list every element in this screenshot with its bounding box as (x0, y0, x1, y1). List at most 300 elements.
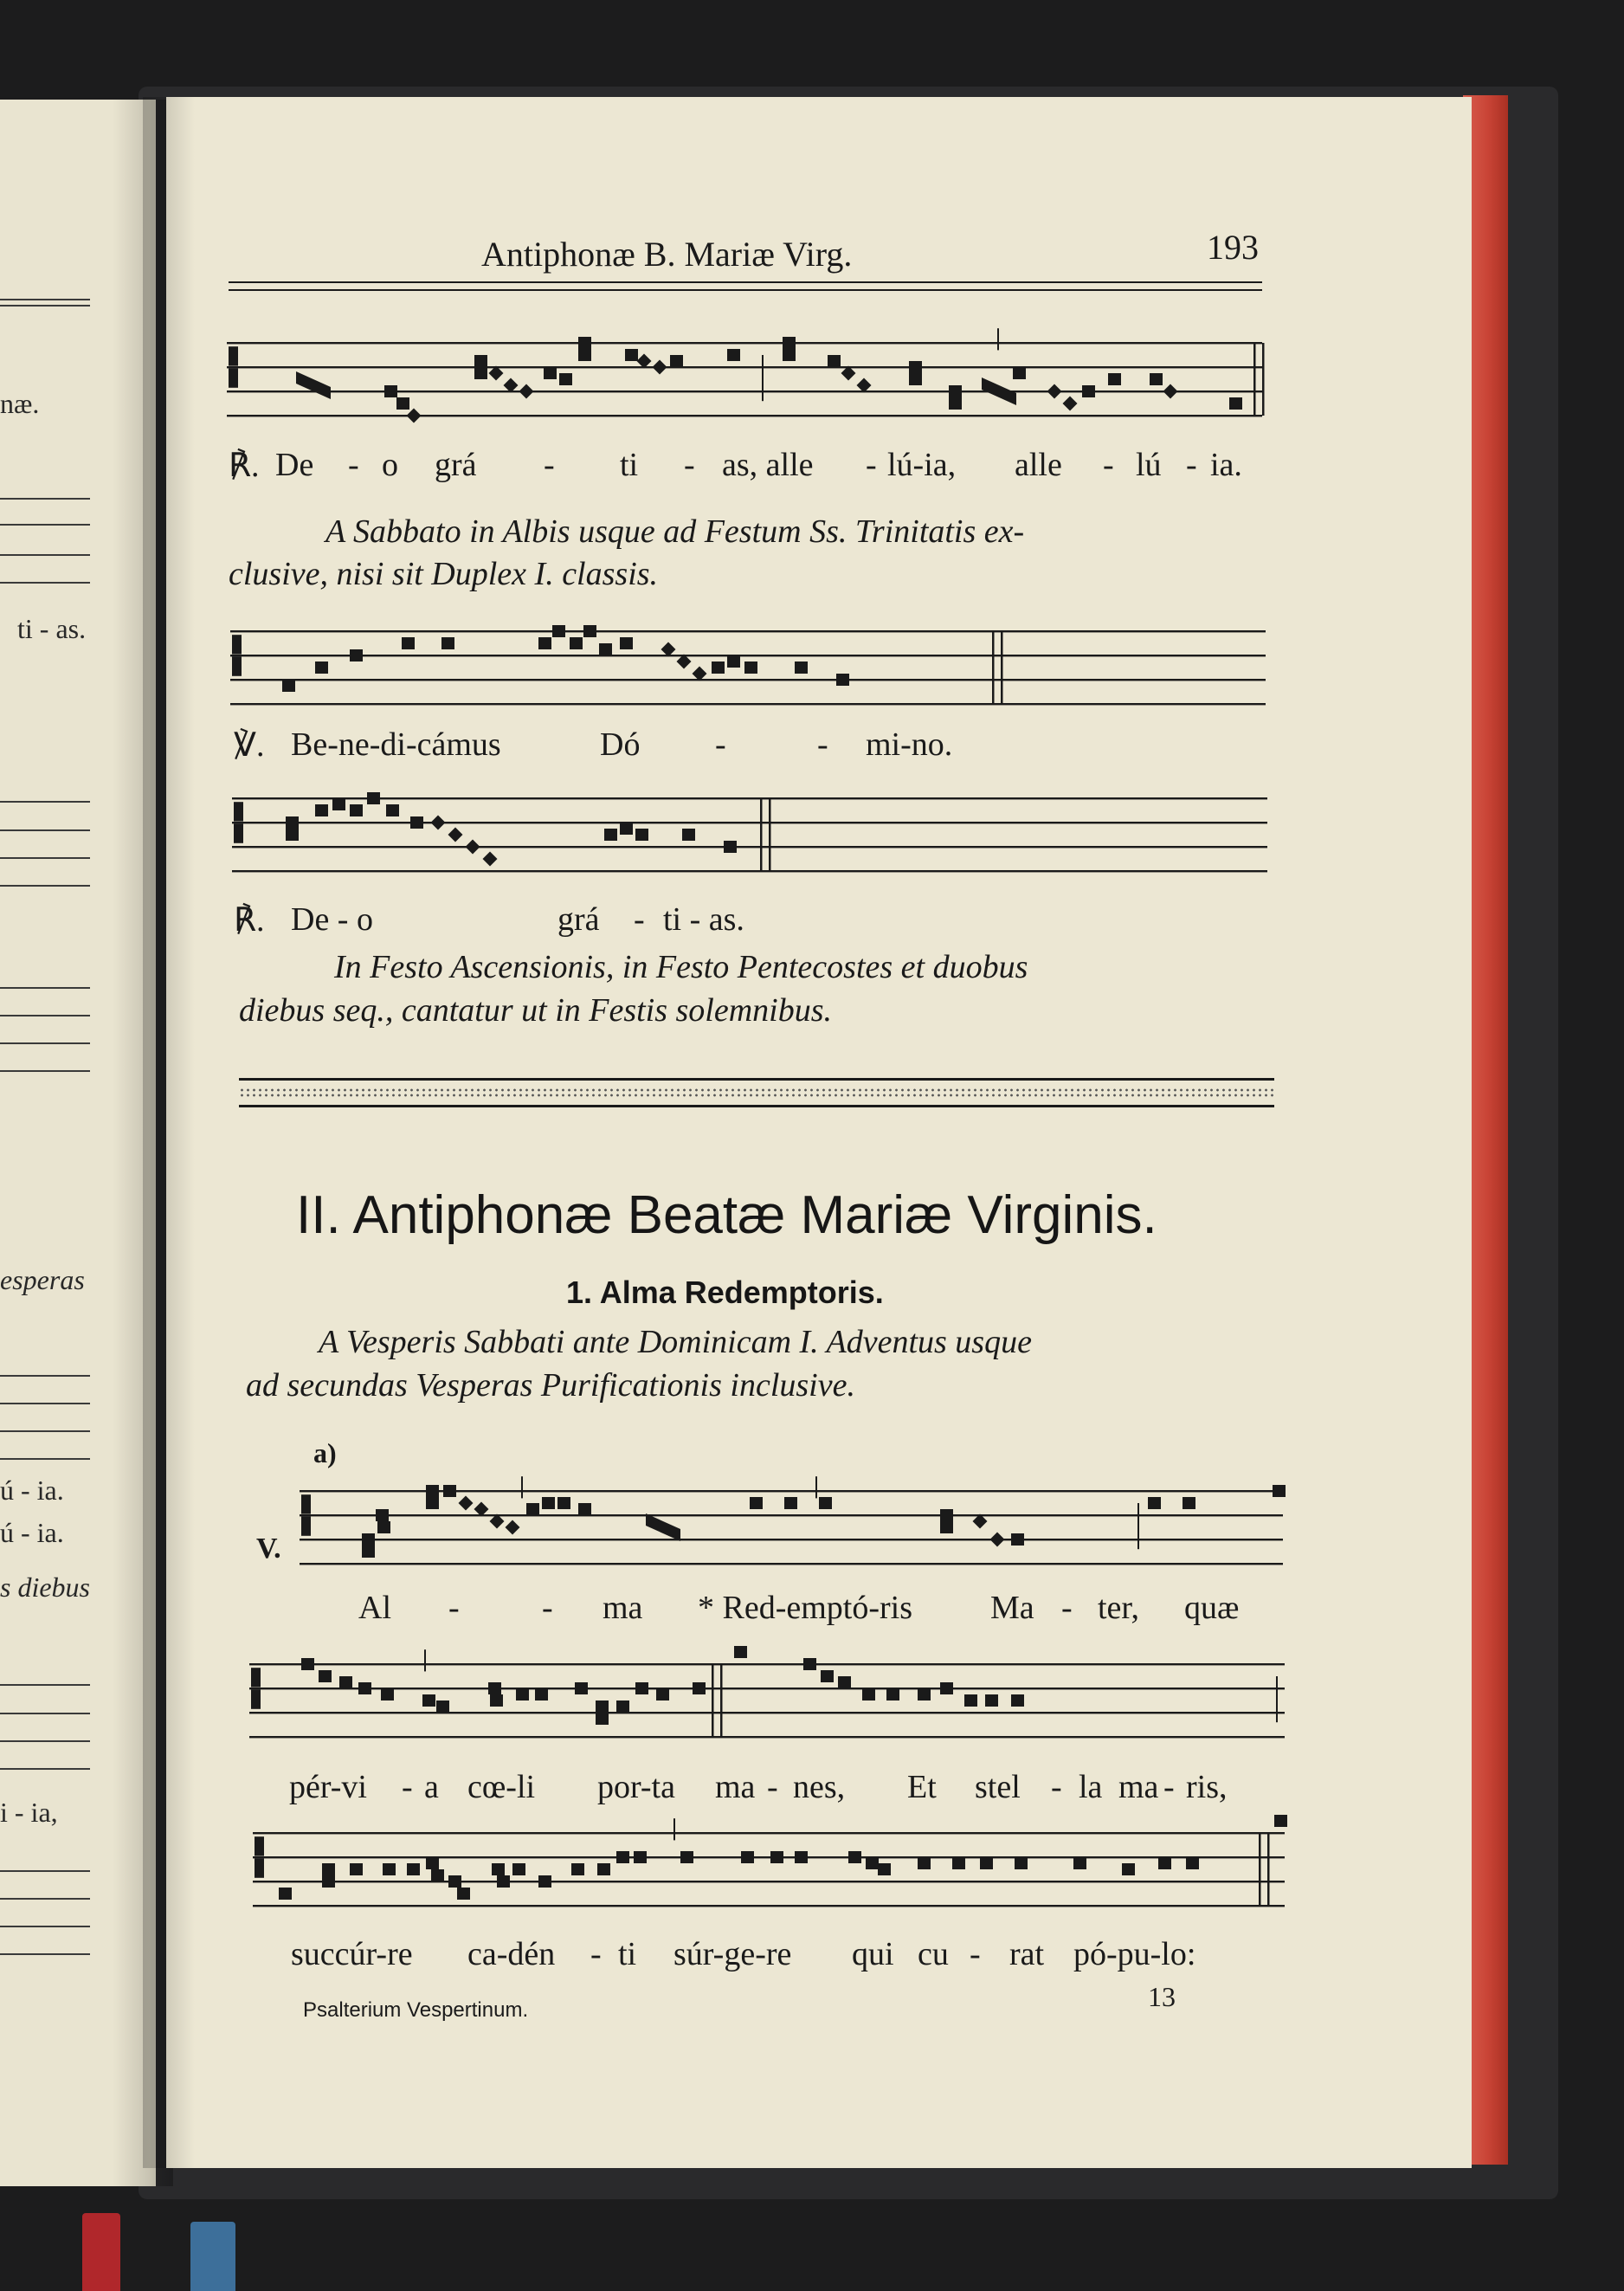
punctum-neume (616, 1701, 629, 1713)
punctum-neume (1122, 1863, 1135, 1875)
staff-line (227, 342, 1262, 344)
staff-line (300, 1563, 1283, 1565)
punctum-neume (431, 1869, 444, 1881)
rhombus-neume (407, 409, 422, 423)
rhombus-neume (1047, 384, 1062, 399)
lyric-syllable: Et (907, 1769, 937, 1805)
punctum-neume (578, 1503, 591, 1515)
punctum-neume (1108, 373, 1121, 385)
section-rubric: ad secundas Vesperas Purificationis inclusive. (246, 1367, 855, 1404)
staff-line (249, 1736, 1285, 1738)
punctum-neume (741, 1851, 754, 1863)
clef (232, 656, 242, 675)
punctum-neume (819, 1497, 832, 1509)
punctum-neume (319, 1670, 332, 1682)
clef (301, 1494, 311, 1513)
left-staff-line (0, 987, 90, 989)
lyric-syllable: - (402, 1769, 413, 1805)
header-rule (229, 281, 1262, 283)
clef (255, 1858, 264, 1877)
punctum-neume (1150, 373, 1163, 385)
punctum-neume (542, 1497, 555, 1509)
double-bar (1259, 1833, 1261, 1906)
punctum-neume (575, 1682, 588, 1694)
punctum-neume (1013, 367, 1026, 379)
initial-voice-label: V. (256, 1533, 281, 1565)
punctum-neume (497, 1875, 510, 1888)
punctum-neume (578, 337, 591, 349)
punctum-neume (599, 643, 612, 655)
punctum-neume (339, 1676, 352, 1688)
rhombus-neume (483, 852, 498, 867)
lyric-syllable: pó-pu-lo: (1073, 1936, 1196, 1972)
punctum-neume (836, 674, 849, 686)
punctum-neume (1011, 1694, 1024, 1707)
punctum-neume (516, 1688, 529, 1701)
lyric-syllable: - (1061, 1590, 1073, 1626)
punctum-neume (559, 373, 572, 385)
punctum-neume (848, 1851, 861, 1863)
punctum-neume (526, 1503, 539, 1515)
left-staff-line (0, 299, 90, 300)
punctum-neume (918, 1688, 931, 1701)
lyric-syllable: Be-ne-di-cámus (291, 726, 501, 763)
lyric-syllable: ia. (1210, 447, 1242, 483)
lyric-syllable: ti (620, 447, 639, 483)
lyric-syllable: pér-vi (289, 1769, 367, 1805)
left-fragment: ú - ia. (0, 1475, 64, 1506)
punctum-neume (492, 1863, 505, 1875)
left-staff-line (0, 1015, 90, 1016)
punctum-neume (367, 792, 380, 804)
ornamental-divider (239, 1078, 1274, 1107)
punctum-neume (616, 1851, 629, 1863)
left-staff-line (0, 829, 90, 831)
punctum-neume (350, 649, 363, 661)
lyric-syllable: * Red-emptó-ris (698, 1590, 913, 1626)
staff-line (227, 390, 1262, 392)
lyric-syllable: lú (1136, 447, 1162, 483)
staff-line (249, 1688, 1285, 1689)
lyric-syllable: qui (852, 1936, 894, 1972)
lyric-syllable: - (866, 447, 877, 483)
punctum-neume (376, 1509, 389, 1521)
response-label: ℟. (234, 902, 265, 939)
punctum-neume (712, 661, 725, 674)
punctum-neume (596, 1701, 609, 1713)
punctum-neume (828, 355, 841, 367)
left-staff-line (0, 1430, 90, 1432)
lyric-syllable: - (1103, 447, 1114, 483)
left-staff-line (0, 1740, 90, 1742)
punctum-neume (1273, 1485, 1286, 1497)
punctum-neume (322, 1875, 335, 1888)
punctum-neume (457, 1888, 470, 1900)
punctum-neume (350, 804, 363, 816)
clef (301, 1516, 311, 1535)
punctum-neume (410, 816, 423, 829)
punctum-neume (1073, 1857, 1086, 1869)
lyric-syllable: ris, (1186, 1769, 1228, 1805)
lyric-syllable: - (590, 1936, 602, 1972)
clef (234, 802, 243, 821)
oblique-neume (646, 1513, 680, 1541)
punctum-neume (750, 1497, 763, 1509)
lyric-syllable: ca-dén (467, 1936, 556, 1972)
staff-line (232, 797, 1267, 799)
double-bar (1253, 343, 1256, 416)
punctum-neume (682, 829, 695, 841)
double-bar (760, 798, 763, 871)
left-fragment: ú - ia. (0, 1517, 64, 1548)
punctum-neume (680, 1851, 693, 1863)
rhombus-neume (857, 378, 872, 393)
punctum-neume (862, 1688, 875, 1701)
staff-line (227, 366, 1262, 368)
double-bar (992, 631, 995, 704)
punctum-neume (358, 1682, 371, 1694)
punctum-neume (952, 1857, 965, 1869)
lyric-syllable: ma (715, 1769, 756, 1805)
punctum-neume (301, 1658, 314, 1670)
staff-line (249, 1712, 1285, 1713)
punctum-neume (426, 1485, 439, 1497)
lyric-syllable: súr-ge-re (673, 1936, 792, 1972)
rhombus-neume (990, 1533, 1005, 1547)
punctum-neume (635, 829, 648, 841)
punctum-neume (724, 841, 737, 853)
lyric-syllable: Al (358, 1590, 391, 1626)
punctum-neume (570, 637, 583, 649)
punctum-neume (557, 1497, 570, 1509)
left-fragment: næ. (0, 388, 40, 419)
punctum-neume (362, 1546, 375, 1558)
staff-line (253, 1832, 1285, 1834)
lyric-syllable: lú-ia, (887, 447, 957, 483)
punctum-neume (795, 1851, 808, 1863)
left-staff-line (0, 857, 90, 859)
left-staff-line (0, 1375, 90, 1377)
punctum-neume (980, 1857, 993, 1869)
lyric-syllable: De - o (291, 901, 373, 938)
left-staff-line (0, 1870, 90, 1872)
chant-staff-alma-1 (300, 1472, 1286, 1584)
left-staff-line (0, 1713, 90, 1714)
punctum-neume (886, 1688, 899, 1701)
lyric-syllable: - (817, 726, 828, 763)
punctum-neume (315, 661, 328, 674)
punctum-neume (583, 625, 596, 637)
lyric-syllable: a (424, 1769, 439, 1805)
punctum-neume (909, 361, 922, 373)
header-rule (229, 289, 1262, 291)
chant-staff-response-1 (227, 332, 1266, 436)
punctum-neume (604, 829, 617, 841)
book-title-footer: Psalterium Vespertinum. (303, 1998, 529, 2022)
punctum-neume (441, 637, 454, 649)
punctum-neume (350, 1863, 363, 1875)
punctum-neume (783, 337, 796, 349)
left-staff-line (0, 554, 90, 556)
lyric-syllable: - (542, 1590, 553, 1626)
left-staff-line (0, 801, 90, 803)
lyric-syllable: ma (603, 1590, 643, 1626)
section-rubric: A Vesperis Sabbati ante Dominicam I. Adventus usque (319, 1324, 1032, 1360)
rhombus-neume (1163, 384, 1178, 399)
chant-staff-versicle (230, 619, 1269, 714)
punctum-neume (985, 1694, 998, 1707)
double-bar (720, 1664, 723, 1737)
rhombus-neume (519, 384, 534, 399)
double-bar (1262, 343, 1265, 416)
punctum-neume (381, 1688, 394, 1701)
page-number: 193 (1207, 228, 1259, 267)
punctum-neume (490, 1694, 503, 1707)
punctum-neume (384, 385, 397, 397)
lyric-syllable: mi-no. (866, 726, 953, 763)
punctum-neume (578, 349, 591, 361)
lyric-syllable: quæ (1184, 1590, 1240, 1626)
punctum-neume (474, 355, 487, 367)
punctum-neume (383, 1863, 396, 1875)
rhombus-neume (459, 1496, 474, 1511)
quarter-bar (673, 1818, 675, 1840)
double-bar (712, 1664, 714, 1737)
punctum-neume (407, 1863, 420, 1875)
chant-staff-response-2 (232, 786, 1271, 881)
staff-line (230, 679, 1266, 681)
rhombus-neume (693, 667, 707, 681)
signature-mark: 13 (1148, 1981, 1176, 2012)
punctum-neume (744, 661, 757, 674)
punctum-neume (821, 1670, 834, 1682)
lyric-syllable: De (275, 447, 314, 483)
staff-line (253, 1905, 1285, 1907)
left-fragment: ti - as. (17, 613, 87, 644)
left-staff-line (0, 1403, 90, 1404)
ribbon-red (82, 2213, 120, 2291)
punctum-neume (552, 625, 565, 637)
punctum-neume (620, 637, 633, 649)
punctum-neume (656, 1688, 669, 1701)
punctum-neume (940, 1509, 953, 1521)
punctum-neume (597, 1863, 610, 1875)
left-fragment: i - ia, (0, 1797, 58, 1828)
lyric-syllable: - (684, 447, 695, 483)
punctum-neume (866, 1857, 879, 1869)
punctum-neume (396, 397, 409, 410)
punctum-neume (1186, 1857, 1199, 1869)
left-staff-line (0, 1070, 90, 1072)
chant-staff-alma-3 (253, 1814, 1288, 1926)
punctum-neume (544, 367, 557, 379)
punctum-neume (538, 637, 551, 649)
punctum-neume (784, 1497, 797, 1509)
punctum-neume (488, 1682, 501, 1694)
rhombus-neume (466, 840, 480, 855)
staff-line (227, 415, 1262, 416)
punctum-neume (426, 1857, 439, 1869)
punctum-neume (940, 1682, 953, 1694)
rhombus-neume (1063, 397, 1078, 411)
lyric-syllable: cu (918, 1936, 949, 1972)
punctum-neume (635, 1682, 648, 1694)
lyric-syllable: - (1163, 1769, 1175, 1805)
lyric-syllable: - (1051, 1769, 1062, 1805)
clef (234, 823, 243, 842)
left-staff-line (0, 1684, 90, 1686)
staff-line (253, 1881, 1285, 1882)
lyric-syllable: rat (1009, 1936, 1045, 1972)
lyric-syllable: ter, (1098, 1590, 1140, 1626)
rhombus-neume (504, 378, 519, 393)
punctum-neume (727, 349, 740, 361)
response-label: ℟. (229, 448, 260, 484)
lyric-syllable: stel (975, 1769, 1021, 1805)
left-staff-line (0, 498, 90, 500)
staff-line (300, 1514, 1283, 1516)
staff-line (300, 1539, 1283, 1540)
left-staff-line (0, 885, 90, 887)
punctum-neume (940, 1521, 953, 1533)
punctum-neume (282, 680, 295, 692)
punctum-neume (783, 349, 796, 361)
staff-line (232, 822, 1267, 823)
punctum-neume (727, 655, 740, 668)
punctum-neume (1158, 1857, 1171, 1869)
lyric-syllable: - (634, 901, 645, 938)
left-staff-line (0, 1953, 90, 1955)
clef (232, 635, 242, 654)
quarter-bar (997, 328, 999, 350)
punctum-neume (535, 1688, 548, 1701)
double-bar (1267, 1833, 1270, 1906)
double-bar (1001, 631, 1003, 704)
staff-line (249, 1663, 1285, 1665)
clef (251, 1668, 261, 1687)
staff-line (230, 703, 1266, 705)
punctum-neume (620, 823, 633, 835)
punctum-neume (422, 1694, 435, 1707)
staff-line (253, 1856, 1285, 1858)
punctum-neume (1229, 397, 1242, 410)
oblique-neume (296, 371, 331, 399)
punctum-neume (693, 1682, 706, 1694)
punctum-neume (1015, 1857, 1028, 1869)
lyric-syllable: grá (435, 447, 477, 483)
punctum-neume (949, 385, 962, 397)
staff-line (232, 870, 1267, 872)
punctum-neume (443, 1485, 456, 1497)
left-staff-line (0, 582, 90, 584)
lyric-syllable: - (1186, 447, 1197, 483)
lyric-syllable: alle (1015, 447, 1062, 483)
rhombus-neume (661, 642, 676, 657)
versicle-label: ℣. (234, 727, 265, 764)
punctum-neume (803, 1658, 816, 1670)
punctum-neume (332, 798, 345, 810)
punctum-neume (436, 1701, 449, 1713)
lyric-syllable: - (544, 447, 555, 483)
rhombus-neume (637, 354, 652, 369)
quarter-bar (424, 1649, 426, 1671)
lyric-syllable: succúr-re (291, 1936, 413, 1972)
left-fragment: esperas (0, 1264, 85, 1295)
rubric-ascension: diebus seq., cantatur ut in Festis solemnibus. (239, 992, 833, 1029)
rubric-sabbato: A Sabbato in Albis usque ad Festum Ss. Trinitatis ex- (325, 513, 1025, 550)
rhombus-neume (431, 816, 446, 830)
rubric-sabbato: clusive, nisi sit Duplex I. classis. (229, 556, 659, 592)
lyric-syllable: - (970, 1936, 981, 1972)
punctum-neume (322, 1863, 335, 1875)
lyric-syllable: as, alle (722, 447, 814, 483)
half-bar (762, 355, 764, 401)
clef (251, 1689, 261, 1708)
lyric-syllable: grá (557, 901, 600, 938)
lyric-syllable: - (767, 1769, 778, 1805)
lyric-syllable: o (382, 447, 398, 483)
left-staff-line (0, 1926, 90, 1927)
punctum-neume (1148, 1497, 1161, 1509)
punctum-neume (315, 804, 328, 816)
punctum-neume (909, 373, 922, 385)
lyric-syllable: la (1079, 1769, 1103, 1805)
punctum-neume (596, 1713, 609, 1725)
left-staff-line (0, 524, 90, 526)
punctum-neume (964, 1694, 977, 1707)
rhombus-neume (506, 1520, 520, 1535)
lyric-syllable: nes, (793, 1769, 846, 1805)
punctum-neume (670, 355, 683, 367)
punctum-neume (1011, 1533, 1024, 1546)
punctum-neume (426, 1497, 439, 1509)
punctum-neume (770, 1851, 783, 1863)
clef (229, 346, 238, 365)
double-bar (769, 798, 771, 871)
punctum-neume (795, 661, 808, 674)
staff-line (230, 655, 1266, 656)
lyric-syllable: - (715, 726, 726, 763)
punctum-neume (377, 1521, 390, 1533)
clef (229, 368, 238, 387)
punctum-neume (878, 1863, 891, 1875)
quarter-bar (521, 1476, 523, 1498)
lyric-syllable: ti - as. (663, 901, 744, 938)
option-label: a) (313, 1437, 337, 1468)
punctum-neume (538, 1875, 551, 1888)
punctum-neume (918, 1857, 931, 1869)
left-staff-line (0, 305, 90, 307)
staff-line (230, 630, 1266, 632)
lyric-syllable: ma (1118, 1769, 1159, 1805)
quarter-bar (815, 1476, 817, 1498)
lyric-syllable: por-ta (597, 1769, 675, 1805)
punctum-neume (949, 397, 962, 410)
lyric-syllable: - (348, 447, 359, 483)
section-subtitle: 1. Alma Redemptoris. (566, 1275, 884, 1310)
clef (255, 1836, 264, 1855)
left-fragment: s diebus (0, 1571, 90, 1603)
punctum-neume (634, 1851, 647, 1863)
oblique-neume (982, 378, 1016, 405)
gutter-shadow (143, 97, 195, 2168)
ribbon-blue (190, 2222, 235, 2291)
left-staff-line (0, 1768, 90, 1770)
punctum-neume (402, 637, 415, 649)
rhombus-neume (653, 360, 667, 375)
punctum-neume (286, 816, 299, 829)
rhombus-neume (474, 1502, 489, 1517)
